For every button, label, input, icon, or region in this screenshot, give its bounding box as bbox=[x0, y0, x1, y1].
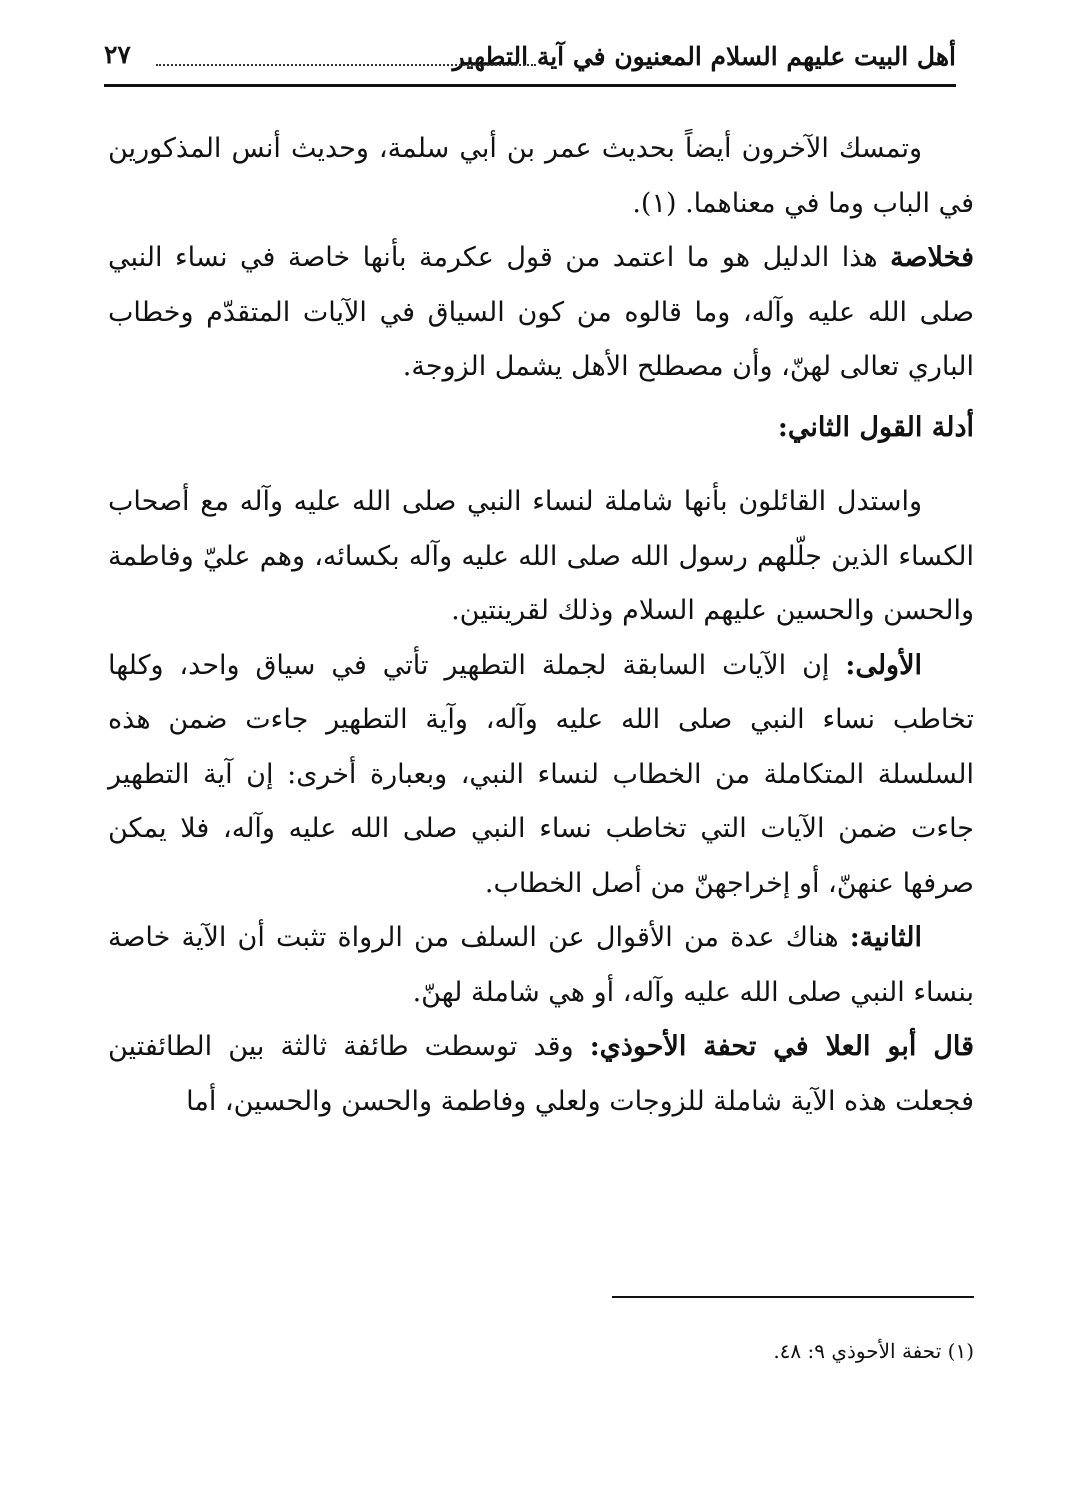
paragraph-2-lead: فخلاصة bbox=[890, 242, 974, 273]
paragraph-6 bbox=[108, 1020, 974, 1129]
paragraph-3: واستدل القائلون بأنها شاملة لنساء النبي صلى الله عليه وآله مع أصحاب الكساء الذين جلّلهم رسول الله صلى الله عليه وآله بكسائه، وهم عليّ وفاطمة والحسن والحسين عليهم السلام وذلك لقرينتين. bbox=[108, 486, 974, 626]
paragraph-5-text: هناك عدة من الأقوال عن السلف من الرواة تثبت أن الآية خاصة بنساء النبي صلى الله عليه وآله، أو هي شاملة لهنّ. bbox=[108, 922, 974, 1008]
footnote-1: (١) تحفة الأحوذي ٩: ٤٨. bbox=[773, 1339, 974, 1363]
paragraph-4-lead: الأولى: bbox=[845, 649, 922, 681]
paragraph-6-lead: قال أبو العلا في تحفة الأحوذي: bbox=[589, 1031, 974, 1062]
paragraph-4 bbox=[108, 639, 974, 912]
paragraph-2-text: هذا الدليل هو ما اعتمد من قول عكرمة بأنها خاصة في نساء النبي صلى الله عليه وآله، وما قالوه من كون السياق في الآيات المتقدّم وخطاب الباري تعالى لهنّ، وأن مصطلح الأهل يشمل الزوجة. bbox=[108, 242, 974, 382]
main-text bbox=[108, 122, 974, 1129]
paragraph-5 bbox=[108, 911, 974, 1020]
paragraph-1: وتمسك الآخرون أيضاً بحديث عمر بن أبي سلمة، وحديث أنس المذكورين في الباب وما في معناهما. (١). bbox=[108, 133, 974, 219]
footnote-separator bbox=[612, 1296, 974, 1298]
page-number: ٢٧ bbox=[104, 40, 131, 69]
paragraph-5-lead: الثانية: bbox=[849, 922, 922, 953]
paragraph-6-text: وقد توسطت طائفة ثالثة بين الطائفتين فجعلت هذه الآية شاملة للزوجات ولعلي وفاطمة والحسن والحسين، أما bbox=[108, 1031, 974, 1117]
paragraph-2 bbox=[108, 231, 974, 395]
paragraph-4-text: إن الآيات السابقة لجملة التطهير تأتي في سياق واحد، وكلها تخاطب نساء النبي صلى الله عليه وآله، وآية التطهير جاءت ضمن هذه السلسلة المتكاملة من الخطاب لنساء النبي، وبعبارة أخرى: إن آية التطهير جاءت ضمن الآيات التي تخاطب نساء النبي صلى الله عليه وآله، فلا يمكن صرفها عنهنّ، أو إخراجهنّ من أصل الخطاب. bbox=[108, 649, 974, 899]
section-heading: أدلة القول الثاني: bbox=[777, 411, 974, 443]
running-title: أهل البيت عليهم السلام المعنيون في آية التطهير bbox=[452, 42, 956, 71]
running-header bbox=[104, 38, 956, 87]
header-leader-dots bbox=[156, 64, 536, 66]
